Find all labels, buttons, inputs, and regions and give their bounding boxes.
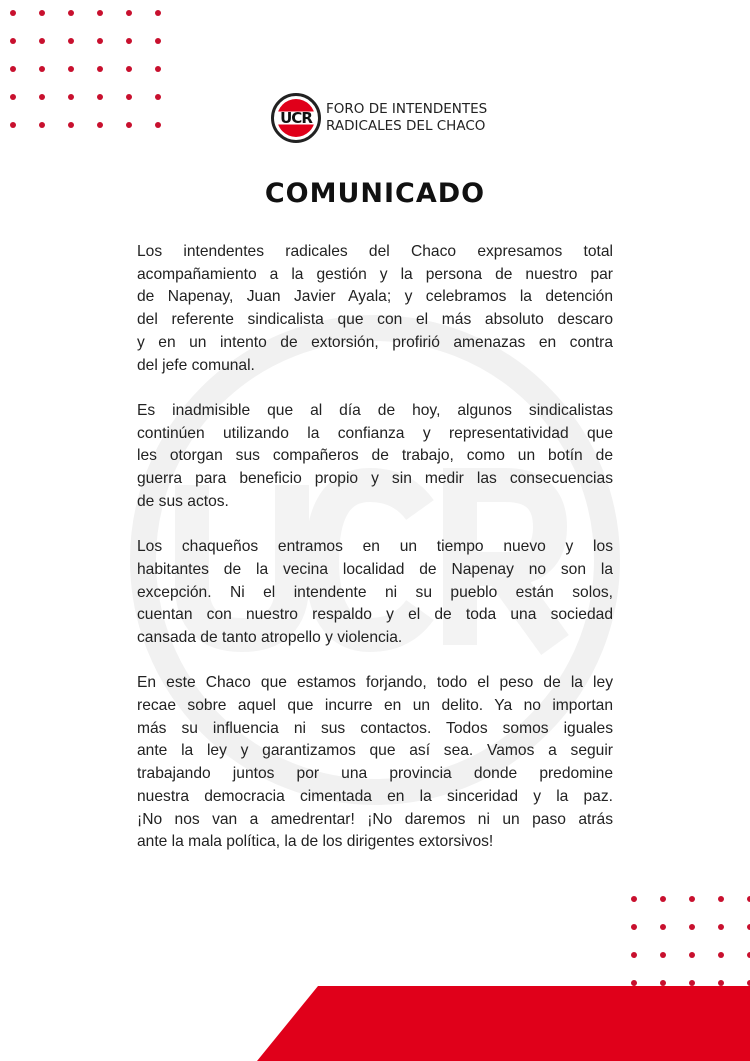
dot: [660, 980, 666, 986]
text-line: Los intendentes radicales del Chaco expresamos total: [137, 243, 613, 260]
dot: [68, 122, 74, 128]
dot: [39, 122, 45, 128]
dot: [10, 38, 16, 44]
dot: [689, 924, 695, 930]
text-line: del jefe comunal.: [137, 356, 255, 374]
dot: [155, 10, 161, 16]
dot: [660, 952, 666, 958]
text-line: Es inadmisible que al día de hoy, algunos sindicalistas: [137, 401, 613, 419]
dot: [39, 38, 45, 44]
dot: [126, 66, 132, 72]
dot: [718, 896, 724, 902]
dot: [126, 38, 132, 44]
dot: [689, 952, 695, 958]
dot: [39, 10, 45, 16]
dot: [68, 94, 74, 100]
dot: [10, 94, 16, 100]
dot: [10, 10, 16, 16]
dot: [689, 980, 695, 986]
ucr-logo: [271, 93, 487, 143]
logo-mark-text: UCR: [280, 109, 312, 127]
dot: [689, 896, 695, 902]
dot: [68, 38, 74, 44]
text-line: ¡No nos van a amedrentar! ¡No daremos ni un paso atrás: [137, 810, 613, 828]
text-line: acompañamiento a la gestión y la persona de nuestro par: [137, 265, 613, 283]
dot: [126, 94, 132, 100]
text-line: continúen utilizando la confianza y representatividad que: [137, 424, 613, 442]
dot: [155, 66, 161, 72]
text-line: del referente sindicalista que con el más absoluto descaro: [137, 311, 613, 329]
dot: [97, 94, 103, 100]
dot: [155, 38, 161, 44]
dot: [155, 122, 161, 128]
text-line: de Napenay, Juan Javier Ayala; y celebramos la detención: [137, 288, 613, 306]
text-line: trabajando juntos por una provincia donde predomine: [137, 765, 613, 783]
org-name-line1: FORO DE INTENDENTES: [326, 101, 488, 117]
text-line: recae sobre aquel que incurre en un delito. Ya no importan: [137, 697, 613, 715]
dot: [718, 980, 724, 986]
org-name-line2: RADICALES DEL CHACO: [326, 118, 486, 134]
text-line: ante la ley y garantizamos que así sea. Vamos a seguir: [137, 742, 613, 760]
dot: [631, 924, 637, 930]
dot: [155, 94, 161, 100]
dot: [718, 952, 724, 958]
dot: [718, 924, 724, 930]
text-line: cuentan con nuestro respaldo y el de toda una sociedad: [137, 606, 613, 624]
dot: [126, 10, 132, 16]
paragraph: [137, 241, 613, 377]
dot: [631, 952, 637, 958]
page-title: COMUNICADO: [264, 178, 486, 209]
dot: [631, 980, 637, 986]
dot: [97, 122, 103, 128]
dot: [97, 38, 103, 44]
dot: [97, 10, 103, 16]
dot: [631, 896, 637, 902]
dot: [97, 66, 103, 72]
dot: [68, 10, 74, 16]
paragraph: [137, 536, 613, 650]
text-line: más su influencia ni sus contactos. Todos somos iguales: [137, 719, 613, 737]
text-line: les otorgan sus compañeros de trabajo, como un botín de: [137, 447, 613, 465]
text-line: guerra para beneficio propio y sin medir las consecuencias: [137, 470, 613, 488]
text-line: excepción. Ni el intendente ni su pueblo están solos,: [137, 583, 613, 601]
paragraph: [137, 400, 613, 514]
dot: [660, 896, 666, 902]
org-name: [326, 101, 487, 135]
communique-body: [137, 241, 613, 877]
dot: [10, 66, 16, 72]
dot: [660, 924, 666, 930]
ucr-logo-mark: [271, 93, 321, 143]
text-line: Los chaqueños entramos en un tiempo nuevo y los: [137, 538, 613, 556]
decorative-dot-grid-top-left: [10, 10, 161, 128]
text-line: de sus actos.: [137, 492, 229, 510]
text-line: cansada de tanto atropello y violencia.: [137, 628, 403, 646]
text-line: ante la mala política, la de los dirigentes extorsivos!: [137, 833, 494, 851]
text-line: habitantes de la vecina localidad de Napenay no son la: [137, 560, 613, 578]
text-line: y en un intento de extorsión, profirió amenazas en contra: [137, 333, 613, 351]
dot: [39, 94, 45, 100]
text-line: nuestra democracia cimentada en la sinceridad y la paz.: [137, 787, 613, 805]
paragraph: [137, 672, 613, 854]
dot: [39, 66, 45, 72]
decorative-dot-grid-bottom-right: [631, 896, 750, 986]
dot: [10, 122, 16, 128]
dot: [126, 122, 132, 128]
text-line: En este Chaco que estamos forjando, todo el peso de la ley: [137, 674, 613, 692]
dot: [68, 66, 74, 72]
